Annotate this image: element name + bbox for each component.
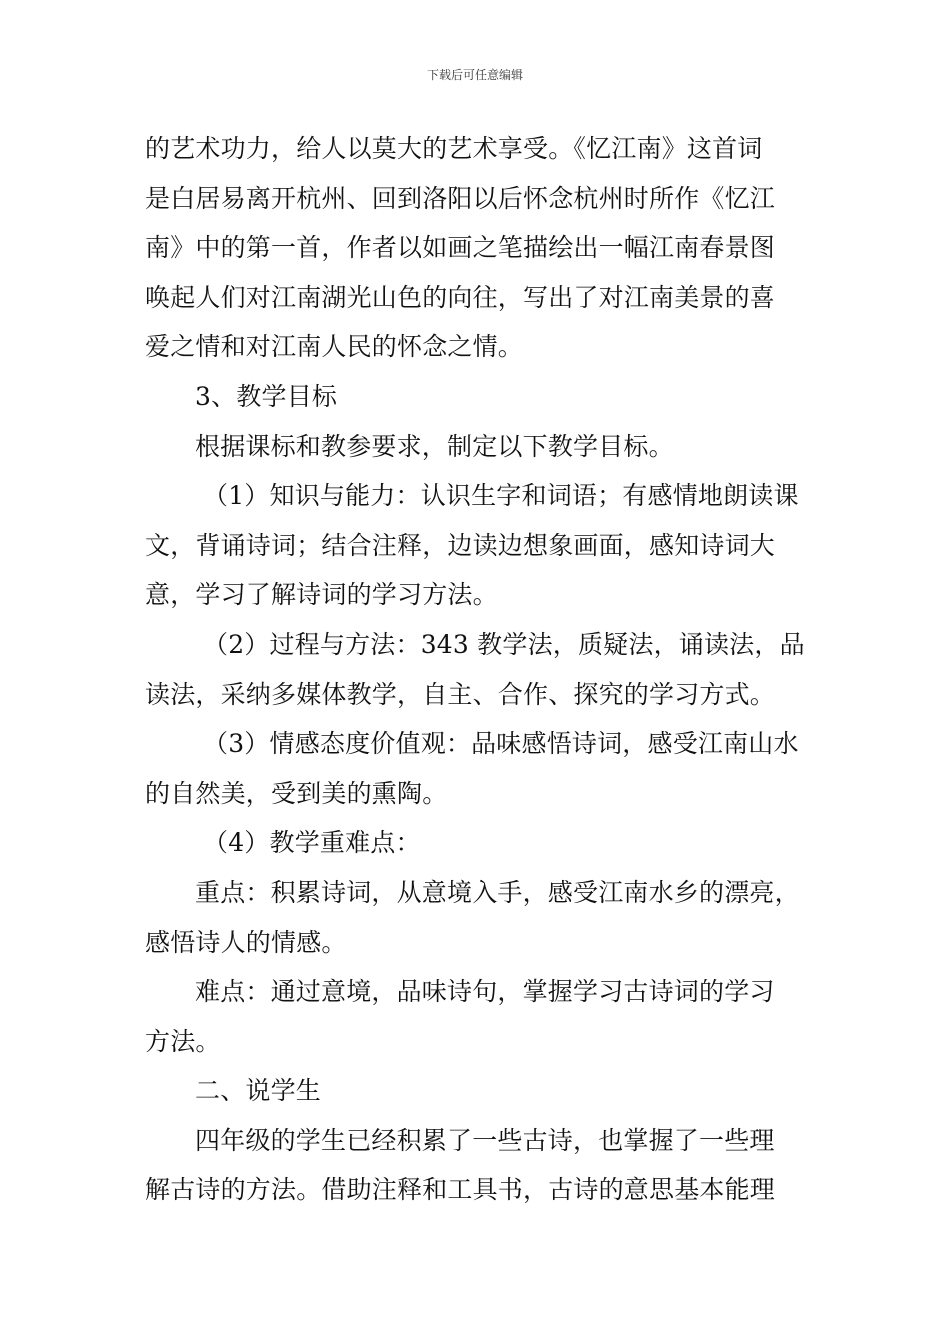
page-header: 下载后可任意编辑 xyxy=(426,68,523,82)
document-body xyxy=(145,124,815,1215)
text-line: 方法。 xyxy=(145,1026,221,1056)
text-line: 根据课标和教参要求，制定以下教学目标。 xyxy=(195,431,674,461)
text-line: 文，背诵诗词；结合注释，边读边想象画面，感知诗词大 xyxy=(145,530,776,560)
list-item: （1）知识与能力：认识生字和词语；有感情地朗读课 xyxy=(203,481,799,511)
text-line: 南》中的第一首，作者以如画之笔描绘出一幅江南春景图 xyxy=(145,233,776,263)
text-line: 解古诗的方法。借助注释和工具书，古诗的意思基本能理 xyxy=(145,1175,776,1205)
text-line: 的自然美，受到美的熏陶。 xyxy=(145,778,448,808)
text-line: 的艺术功力，给人以莫大的艺术享受。《忆江南》这首词 xyxy=(145,134,763,163)
list-item: （4）教学重难点： xyxy=(203,828,421,858)
section-heading: 二、说学生 xyxy=(195,1076,322,1106)
list-item: （2）过程与方法：343 教学法，质疑法，诵读法，品 xyxy=(203,629,805,659)
text-line: 感悟诗人的情感。 xyxy=(145,927,347,957)
text-line: 唤起人们对江南湖光山色的向往，写出了对江南美景的喜 xyxy=(145,282,776,312)
list-item: （3）情感态度价值观：品味感悟诗词，感受江南山水 xyxy=(203,729,799,759)
text-line: 重点：积累诗词，从意境入手，感受江南水乡的漂亮， xyxy=(195,877,800,907)
text-line: 是白居易离开杭州、回到洛阳以后怀念杭州时所作《忆江 xyxy=(145,183,776,213)
text-line: 读法，采纳多媒体教学，自主、合作、探究的学习方式。 xyxy=(145,679,776,709)
text-line: 爱之情和对江南人民的怀念之情。 xyxy=(145,332,524,362)
text-line: 难点：通过意境，品味诗句，掌握学习古诗词的学习 xyxy=(195,977,775,1007)
section-heading: 3、教学目标 xyxy=(195,381,338,411)
text-line: 四年级的学生已经积累了一些古诗，也掌握了一些理 xyxy=(195,1125,775,1155)
text-line: 意，学习了解诗词的学习方法。 xyxy=(145,580,498,610)
